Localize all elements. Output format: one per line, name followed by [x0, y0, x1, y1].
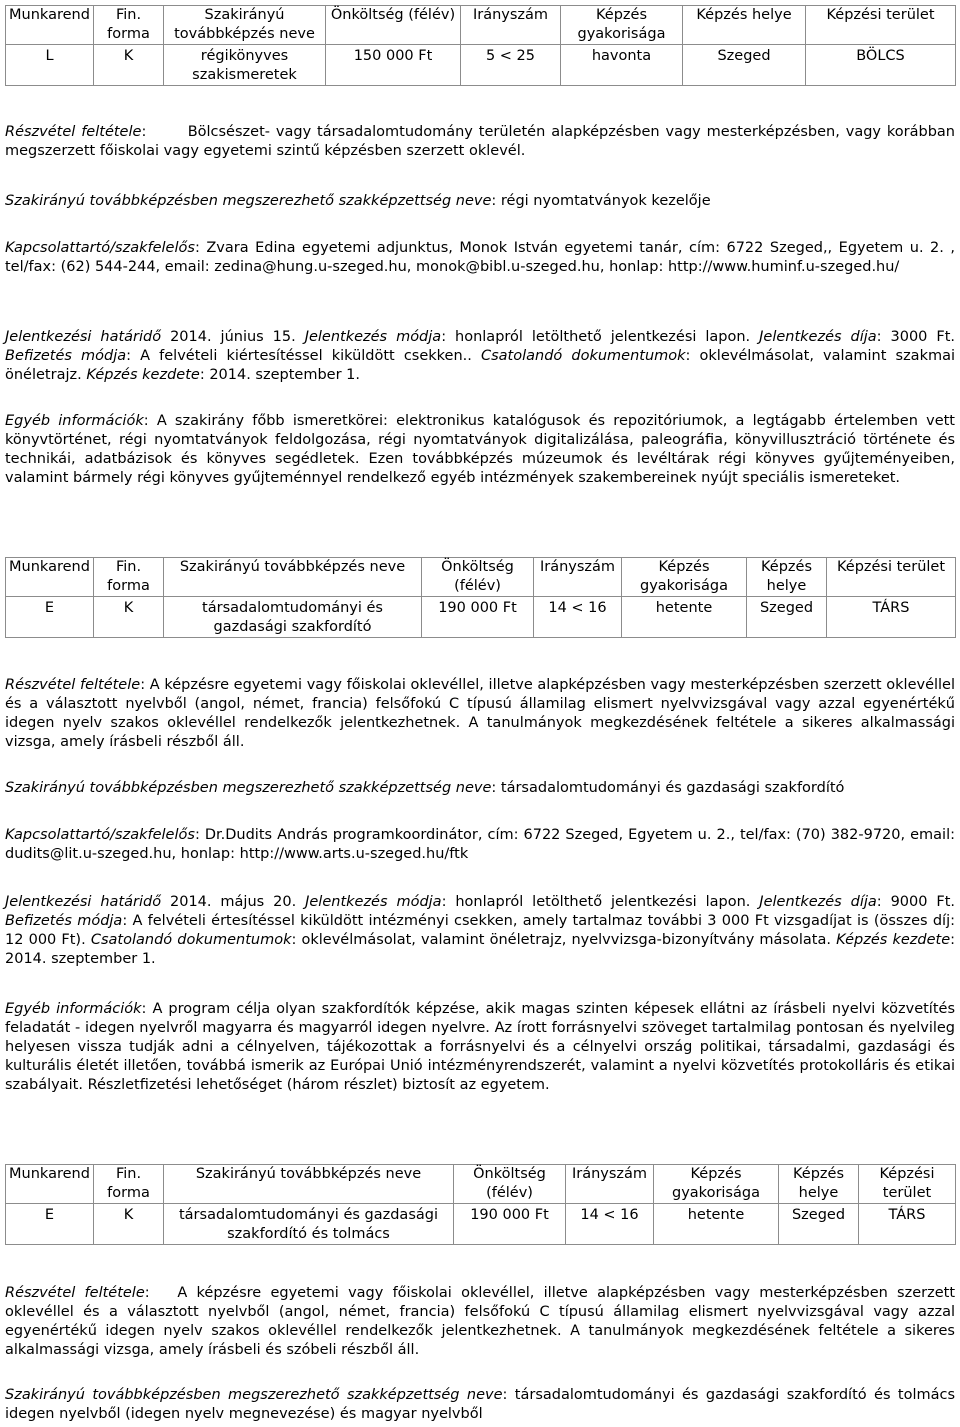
befizetes-value: A felvételi kiértesítéssel kiküldött csekken..	[140, 348, 472, 364]
cell-gyakorisag: havonta	[561, 45, 683, 86]
header-munkarend: Munkarend	[6, 1165, 94, 1204]
table-row	[6, 45, 956, 86]
header-fin-forma: Fin. forma	[94, 1165, 164, 1204]
modja-label: Jelentkezés módja	[305, 894, 442, 910]
befizetes-label: Befizetés módja	[5, 348, 127, 364]
cell-onkoltseg: 150 000 Ft	[326, 45, 461, 86]
egyeb-label: Egyéb információk	[5, 1001, 142, 1017]
szakkepzettseg-paragraph: Szakirányú továbbképzésben megszerezhető szakképzettség neve: régi nyomtatványok kezelője	[5, 193, 711, 209]
cell-kepzes-neve: társadalomtudományi és gazdasági szakfordító és tolmács	[164, 1204, 454, 1245]
kapcsolat-paragraph: Kapcsolattartó/szakfelelős: Zvara Edina egyetemi adjunktus, Monok István egyetemi tanár, cím: 6722 Szeged,, Egyetem u. 2. , tel/fax: (62) 544-244, email: zedina@hung.u-szeged.hu, monok@bibl.u-szeged.hu, honlap: http://www.huminf.u-szeged.hu/	[5, 240, 955, 275]
cell-terulet: TÁRS	[859, 1204, 956, 1245]
hatarido-value: 2014. június 15.	[170, 329, 296, 345]
program-section	[5, 5, 955, 86]
kezdete-label: Képzés kezdete	[836, 932, 951, 948]
table-row	[6, 597, 956, 638]
cell-kepzes-neve: társadalomtudományi és gazdasági szakfordító	[164, 597, 422, 638]
program-table	[5, 557, 956, 638]
reszvetel-text: A képzésre egyetemi vagy főiskolai oklevéllel, illetve alapképzésben vagy mesterképzésben szerzett oklevéllel és a választott nyelvből (angol, német, francia) felsőfokú C típusú államilag elismert nyelvvizsgával vagy azzal egyenértékű idegen nyelv szakos oklevéllel rendelkezők jelentkezhetnek. A tanulmányok megkezdésének feltétele a sikeres alkalmassági vizsga, amely írásbeli és szóbeli részből áll.	[5, 1285, 956, 1358]
kezdete-value: 2014. szeptember 1.	[5, 951, 156, 967]
header-helye: Képzés helye	[683, 6, 806, 45]
header-iranyszam: Irányszám	[566, 1165, 654, 1204]
modja-value: honlapról letölthető jelentkezési lapon.	[455, 894, 751, 910]
kezdete-value: 2014. szeptember 1.	[209, 367, 360, 383]
header-onkoltseg: Önköltség (félév)	[326, 6, 461, 45]
cell-gyakorisag: hetente	[622, 597, 747, 638]
csatolando-label: Csatolandó dokumentumok	[480, 348, 686, 364]
header-onkoltseg: Önköltség (félév)	[454, 1165, 566, 1204]
egyeb-text: A program célja olyan szakfordítók képzése, akik magas szinten képesek ellátni az írásbeli nyelvi közvetítés feladatát - idegen nyelvről magyarra és magyarról idegen nyelvre. Az írott forrásnyelvi szöveget tartalmilag pontosan és nyelvileg helyesen vissza tudják adni a célnyelven, tájékozottak a forrásnyelvi és a célnyelvi ország politikai, társadalmi, gazdasági és kulturális életét illetően, továbbá ismerik az Európai Unió intézményrendszerét, valamint a nyelvi közvetítés protokolláris és etikai szabályait. Részletfizetési lehetőséget (három részlet) biztosít az egyetem.	[5, 1001, 956, 1093]
cell-fin-forma: K	[94, 597, 164, 638]
cell-helye: Szeged	[779, 1204, 859, 1245]
kapcsolat-text: Dr.Dudits András programkoordinátor, cím: 6722 Szeged, Egyetem u. 2., tel/fax: (70) 382-9720, email: dudits@lit.u-szeged.hu, honlap: http://www.arts.u-szeged.hu/ftk	[5, 827, 955, 862]
header-kepzes-neve: Szakirányú továbbképzés neve	[164, 1165, 454, 1204]
cell-fin-forma: K	[94, 1204, 164, 1245]
header-onkoltseg: Önköltség (félév)	[422, 558, 534, 597]
reszvetel-label: Részvétel feltétele	[5, 677, 141, 693]
kapcsolat-text: Zvara Edina egyetemi adjunktus, Monok István egyetemi tanár, cím: 6722 Szeged,, Egyetem u. 2. , tel/fax: (62) 544-244, email: zedina@hung.u-szeged.hu, monok@bibl.u-szeged.hu, honlap: http://www.huminf.u-szeged.hu/	[5, 240, 955, 275]
header-terulet: Képzési terület	[859, 1165, 956, 1204]
header-munkarend: Munkarend	[6, 558, 94, 597]
szakkepzettseg-paragraph: Szakirányú továbbképzésben megszerezhető szakképzettség neve: társadalomtudományi és gazdasági szakfordító és tolmács idegen nyelvből (idegen nyelv megnevezése) és magyar nyelvből	[5, 1387, 956, 1422]
kapcsolat-label: Kapcsolattartó/szakfelelős	[5, 240, 195, 256]
header-munkarend: Munkarend	[6, 6, 94, 45]
header-gyakorisag: Képzés gyakorisága	[622, 558, 747, 597]
header-helye: Képzés helye	[747, 558, 827, 597]
reszvetel-paragraph: Részvétel feltétele: A képzésre egyetemi vagy főiskolai oklevéllel, illetve alapképzésben vagy mesterképzésben szerzett oklevéllel és a választott nyelvből (angol, német, francia) felsőfokú C típusú államilag elismert nyelvvizsgával vagy azzal egyenértékű idegen nyelv szakos oklevéllel rendelkezők jelentkezhetnek. A tanulmányok megkezdésének feltétele a sikeres alkalmassági vizsga, amely írásbeli és szóbeli részből áll.	[5, 1285, 956, 1358]
cell-iranyszam: 5 < 25	[461, 45, 561, 86]
szakkepzettseg-text: társadalomtudományi és gazdasági szakfordító és tolmács idegen nyelvből (idegen nyelv megnevezése) és magyar nyelvből	[5, 1387, 956, 1422]
cell-helye: Szeged	[747, 597, 827, 638]
cell-terulet: BÖLCS	[806, 45, 956, 86]
szakkepzettseg-text: társadalomtudományi és gazdasági szakfordító	[500, 780, 845, 796]
cell-munkarend: E	[6, 1204, 94, 1245]
program-section	[5, 1164, 955, 1245]
cell-iranyszam: 14 < 16	[566, 1204, 654, 1245]
kapcsolat-paragraph: Kapcsolattartó/szakfelelős: Dr.Dudits András programkoordinátor, cím: 6722 Szeged, Egyetem u. 2., tel/fax: (70) 382-9720, email: dudits@lit.u-szeged.hu, honlap: http://www.arts.u-szeged.hu/ftk	[5, 827, 955, 862]
program-table	[5, 1164, 956, 1245]
header-kepzes-neve: Szakirányú továbbképzés neve	[164, 6, 326, 45]
reszvetel-paragraph: Részvétel feltétele: Bölcsészet- vagy társadalomtudomány területén alapképzésben vagy mesterképzésben, vagy korábban megszerzett főiskolai vagy egyetemi szintű képzésben szerzett oklevél.	[5, 124, 956, 159]
egyeb-paragraph: Egyéb információk: A program célja olyan szakfordítók képzése, akik magas szinten képesek ellátni az írásbeli nyelvi közvetítés feladatát - idegen nyelvről magyarra és magyarról idegen nyelvre. Az írott forrásnyelvi szöveget tartalmilag pontosan és nyelvileg helyesen vissza tudják adni a célnyelven, tájékozottak a forrásnyelvi és a célnyelvi ország politikai, társadalmi, gazdasági és kulturális életét illetően, továbbá ismerik az Európai Unió intézményrendszerét, valamint a nyelvi közvetítés protokolláris és etikai szabályait. Részletfizetési lehetőséget (három részlet) biztosít az egyetem.	[5, 1001, 956, 1093]
kapcsolat-label: Kapcsolattartó/szakfelelős	[5, 827, 195, 843]
szakkepzettseg-paragraph: Szakirányú továbbképzésben megszerezhető szakképzettség neve: társadalomtudományi és gazdasági szakfordító	[5, 780, 845, 796]
cell-terulet: TÁRS	[827, 597, 956, 638]
header-iranyszam: Irányszám	[461, 6, 561, 45]
befizetes-label: Befizetés módja	[5, 913, 123, 929]
kezdete-label: Képzés kezdete	[86, 367, 200, 383]
header-fin-forma: Fin. forma	[94, 6, 164, 45]
header-gyakorisag: Képzés gyakorisága	[654, 1165, 779, 1204]
jelentkezes-paragraph: Jelentkezési határidő 2014. június 15. Jelentkezés módja: honlapról letölthető jelentkezési lapon. Jelentkezés díja: 3000 Ft. Befizetés módja: A felvételi kiértesítéssel kiküldött csekken.. Csatolandó dokumentumok: oklevélmásolat, valamint szakmai önéletrajz. Képzés kezdete: 2014. szeptember 1.	[5, 329, 956, 383]
csatolando-label: Csatolandó dokumentumok	[90, 932, 292, 948]
csatolando-value: oklevélmásolat, valamint önéletrajz, nyelvvizsga-bizonyítvány másolata.	[301, 932, 831, 948]
dija-label: Jelentkezés díja	[759, 894, 877, 910]
cell-fin-forma: K	[94, 45, 164, 86]
hatarido-label: Jelentkezési határidő	[5, 329, 162, 345]
cell-iranyszam: 14 < 16	[534, 597, 622, 638]
szakkepzettseg-label: Szakirányú továbbképzésben megszerezhető szakképzettség neve	[5, 780, 492, 796]
header-gyakorisag: Képzés gyakorisága	[561, 6, 683, 45]
dija-value: 9000 Ft.	[890, 894, 956, 910]
program-section	[5, 557, 955, 638]
cell-onkoltseg: 190 000 Ft	[454, 1204, 566, 1245]
cell-helye: Szeged	[683, 45, 806, 86]
header-iranyszam: Irányszám	[534, 558, 622, 597]
cell-kepzes-neve: régikönyves szakismeretek	[164, 45, 326, 86]
header-fin-forma: Fin. forma	[94, 558, 164, 597]
program-table	[5, 5, 956, 86]
reszvetel-text: Bölcsészet- vagy társadalomtudomány területén alapképzésben vagy mesterképzésben, vagy korábban megszerzett főiskolai vagy egyetemi szintű képzésben szerzett oklevél.	[5, 124, 956, 159]
reszvetel-paragraph: Részvétel feltétele: A képzésre egyetemi vagy főiskolai oklevéllel, illetve alapképzésben vagy mesterképzésben szerzett oklevéllel és a választott nyelvből (angol, német, francia) felsőfokú C típusú államilag elismert nyelvvizsgával vagy azzal egyenértékű idegen nyelv szakos oklevéllel rendelkezők jelentkezhetnek. A tanulmányok megkezdésének feltétele a sikeres alkalmassági vizsga, amely írásbeli részből áll.	[5, 677, 956, 750]
egyeb-label: Egyéb információk	[5, 413, 144, 429]
cell-onkoltseg: 190 000 Ft	[422, 597, 534, 638]
csatolando-value: oklevélmásolat, valamint szakmai önéletrajz.	[5, 348, 956, 383]
dija-value: 3000 Ft.	[890, 329, 955, 345]
cell-gyakorisag: hetente	[654, 1204, 779, 1245]
reszvetel-label: Részvétel feltétele	[5, 124, 142, 140]
table-row	[6, 1204, 956, 1245]
egyeb-paragraph: Egyéb információk: A szakirány főbb ismeretkörei: elektronikus katalógusok és repozitóriumok, a legtágabb értelemben vett könyvtörténet, régi nyomtatványok feldolgozása, régi nyomtatványok digitalizálása, paleográfia, könyvillusztráció története és technikái, adatbázisok és könyves segédletek. Ezen továbbképzés múzeumok és levéltárak régi könyves gyűjteményeiben, valamint bármely régi könyves gyűjteménnyel rendelkező egyéb intézmények szakembereinek nyújt speciális ismereteket.	[5, 413, 955, 486]
cell-munkarend: L	[6, 45, 94, 86]
modja-label: Jelentkezés módja	[304, 329, 442, 345]
header-helye: Képzés helye	[779, 1165, 859, 1204]
cell-munkarend: E	[6, 597, 94, 638]
hatarido-value: 2014. május 20.	[170, 894, 297, 910]
befizetes-value: A felvételi értesítéssel kiküldött intézményi csekken, amely tartalmaz további 3 000 Ft vizsgadíjat is (összes díj: 12 000 Ft).	[5, 913, 955, 948]
szakkepzettseg-text: régi nyomtatványok kezelője	[500, 193, 711, 209]
jelentkezes-paragraph: Jelentkezési határidő 2014. május 20. Jelentkezés módja: honlapról letölthető jelentkezési lapon. Jelentkezés díja: 9000 Ft. Befizetés módja: A felvételi értesítéssel kiküldött intézményi csekken, amely tartalmaz további 3 000 Ft vizsgadíjat is (összes díj: 12 000 Ft). Csatolandó dokumentumok: oklevélmásolat, valamint önéletrajz, nyelvvizsga-bizonyítvány másolata. Képzés kezdete: 2014. szeptember 1.	[5, 894, 956, 967]
modja-value: honlapról letölthető jelentkezési lapon.	[455, 329, 751, 345]
szakkepzettseg-label: Szakirányú továbbképzésben megszerezhető szakképzettség neve	[5, 1387, 503, 1403]
reszvetel-text: A képzésre egyetemi vagy főiskolai oklevéllel, illetve alapképzésben vagy mesterképzésben szerzett oklevéllel és a választott nyelvből (angol, német, francia) felsőfokú C típusú államilag elismert nyelvvizsgával vagy azzal egyenértékű idegen nyelv szakos oklevéllel rendelkezők jelentkezhetnek. A tanulmányok megkezdésének feltétele a sikeres alkalmassági vizsga, amely írásbeli részből áll.	[5, 677, 956, 750]
header-kepzes-neve: Szakirányú továbbképzés neve	[164, 558, 422, 597]
header-terulet: Képzési terület	[806, 6, 956, 45]
dija-label: Jelentkezés díja	[759, 329, 877, 345]
hatarido-label: Jelentkezési határidő	[5, 894, 162, 910]
egyeb-text: A szakirány főbb ismeretkörei: elektronikus katalógusok és repozitóriumok, a legtágabb értelemben vett könyvtörténet, régi nyomtatványok feldolgozása, régi nyomtatványok digitalizálása, paleográfia, könyvillusztráció története és technikái, adatbázisok és könyves segédletek. Ezen továbbképzés múzeumok és levéltárak régi könyves gyűjteményeiben, valamint bármely régi könyves gyűjteménnyel rendelkező egyéb intézmények szakembereinek nyújt speciális ismereteket.	[5, 413, 955, 486]
reszvetel-label: Részvétel feltétele	[5, 1285, 145, 1301]
header-terulet: Képzési terület	[827, 558, 956, 597]
szakkepzettseg-label: Szakirányú továbbképzésben megszerezhető szakképzettség neve	[5, 193, 492, 209]
